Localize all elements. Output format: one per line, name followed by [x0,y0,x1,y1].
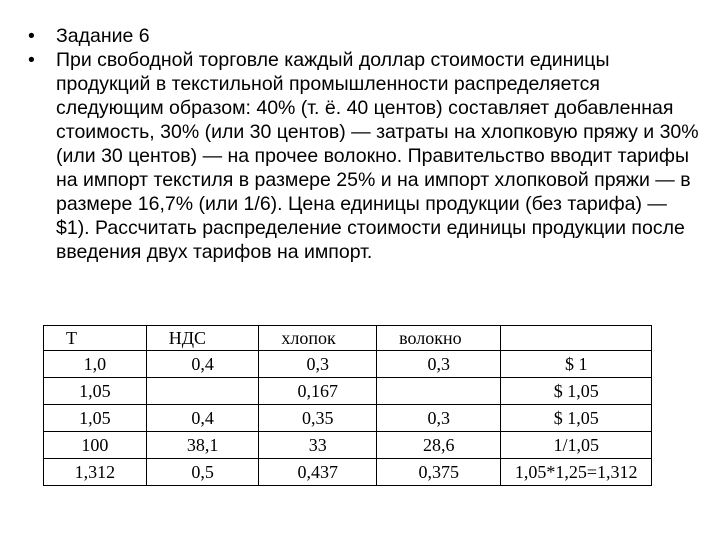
table-cell: 0,4 [146,351,259,378]
table-cell: 0,3 [259,351,377,378]
header-cell-fiber: волокно [377,326,501,351]
bullet-marker: • [28,49,35,71]
header-cell-t: Т [44,326,147,351]
header-cell-nds: НДС [146,326,259,351]
table-cell: 1,05*1,25=1,312 [501,459,652,486]
table-cell: 0,4 [146,405,259,432]
table-cell: 0,437 [259,459,377,486]
table-cell: 1,05 [44,405,147,432]
task-paragraph: При свободной торговле каждый доллар стоимости единицы продукций в текстильной промышленности распределяется следующим образом: 40% (т. ё. 40 центов) составляет добавленная стоимость, 30% (или 30 центов) — затраты на хлопковую пряжу и 30% (или 30 центов) — на прочее волокно. Правительство вводит тарифы на импорт текстиля в размере 25% и на импорт хлопковой пряжи — в размере 16,7% (или 1/6). Цена единицы продукции (без тарифа) — $1). Рассчитать распределение стоимости единицы продукции после введения двух тарифов на импорт. [56,49,699,263]
table-cell: 28,6 [377,432,501,459]
table-header-row [44,326,652,351]
header-cell-total [501,326,652,351]
table-cell [377,378,501,405]
table-cell: 0,167 [259,378,377,405]
table-cell: 33 [259,432,377,459]
table-cell: $ 1 [501,351,652,378]
table-cell: 1/1,05 [501,432,652,459]
table-row [44,459,652,486]
table-cell: 0,3 [377,351,501,378]
bullet-item-task-title [22,24,702,48]
table-cell: 1,312 [44,459,147,486]
table-row [44,378,652,405]
table-cell: 38,1 [146,432,259,459]
table-cell: 0,375 [377,459,501,486]
table-row [44,432,652,459]
table-row [44,405,652,432]
tariff-table [43,325,652,486]
table-cell [146,378,259,405]
table-cell: 1,0 [44,351,147,378]
bullet-item-task-text [22,48,702,264]
header-cell-cotton: хлопок [259,326,377,351]
table-cell: $ 1,05 [501,405,652,432]
table-cell: 0,3 [377,405,501,432]
table-cell: 1,05 [44,378,147,405]
table-cell: $ 1,05 [501,378,652,405]
task-title: Задание 6 [56,25,150,47]
bullet-list [22,24,702,264]
table-cell: 0,5 [146,459,259,486]
table-row [44,351,652,378]
bullet-marker: • [28,25,35,47]
table-cell: 0,35 [259,405,377,432]
table-cell: 100 [44,432,147,459]
